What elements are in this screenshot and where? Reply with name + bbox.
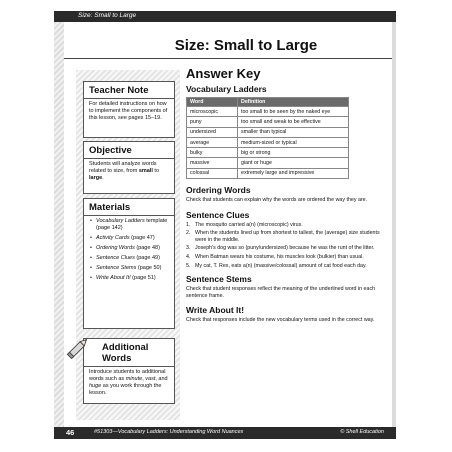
footer-bar <box>54 427 396 439</box>
additional-words-text: Introduce students to additional words such as minute, vast, and huge as you work through the lesson. <box>89 369 168 396</box>
objective-heading: Objective <box>84 142 174 159</box>
materials-heading: Materials <box>84 199 174 216</box>
objective-box <box>83 141 175 194</box>
list-item: 5. My cat, T. Rex, eats a(n) (massive/colossal) amount of cat food each day. <box>186 262 367 269</box>
materials-item: • Sentence Stems (page 50) <box>90 265 169 272</box>
list-item: 3. Joseph's dog was so (puny/undersized) because he was the runt of the litter. <box>186 245 375 252</box>
page-number: 46 <box>66 428 75 437</box>
additional-words-heading: Additional Words <box>84 339 174 367</box>
materials-item: • Write About It! (page 51) <box>90 275 169 282</box>
sentence-clues-heading: Sentence Clues <box>186 209 250 220</box>
pencil-icon <box>64 334 92 362</box>
column-header-word: Word <box>187 98 238 107</box>
teacher-note-box <box>83 81 175 138</box>
list-item: 4. When Batman wears his costume, his muscles look (bulkier) than usual. <box>186 254 364 261</box>
sentence-clues-list <box>186 222 386 270</box>
materials-list <box>84 216 174 287</box>
page-title: Size: Small to Large <box>174 37 318 54</box>
list-item: 2. When the students lined up from shortest to tallest, the (average) size students were in the middle. <box>186 230 380 243</box>
left-decorative-strip <box>54 22 64 427</box>
header-section-label: Size: Small to Large <box>78 12 137 19</box>
sentence-stems-text: Check that student responses reflect the meaning of the underlined word in each sentence frame. <box>186 286 376 299</box>
publisher: © Shell Education <box>340 429 384 435</box>
column-header-definition: Definition <box>238 98 349 107</box>
book-title: #51303—Vocabulary Ladders: Understanding Word Nuances <box>94 429 244 435</box>
objective-text: Students will analyze words related to size, from small to large. <box>89 161 160 181</box>
table-header-row <box>187 98 349 107</box>
materials-box <box>83 198 175 329</box>
materials-item: • Vocabulary Ladders template (page 142) <box>90 218 169 232</box>
materials-item: • Sentence Clues (page 49) <box>90 255 169 262</box>
answer-key-heading: Answer Key <box>186 66 261 81</box>
ordering-words-text: Check that students can explain why the words are ordered the way they are. <box>186 197 368 204</box>
materials-item: • Ordering Words (page 48) <box>90 245 169 252</box>
table-row: puny too small and weak to be effective <box>187 117 349 127</box>
teacher-note-text: For detailed instructions on how to implement the components of this lesson, see pages 15–19. <box>89 101 168 121</box>
title-divider <box>64 58 392 59</box>
write-about-it-text: Check that responses include the new vocabulary terms used in the correct way. <box>186 317 375 324</box>
table-row: massive giant or huge <box>187 158 349 168</box>
table-row: undersized smaller than typical <box>187 127 349 137</box>
header-bar <box>54 11 396 22</box>
vocabulary-ladders-heading: Vocabulary Ladders <box>186 84 267 94</box>
table-row: bulky big or strong <box>187 148 349 158</box>
teacher-note-heading: Teacher Note <box>84 82 174 99</box>
table-row: colossal extremely large and impressive <box>187 168 349 178</box>
materials-item: • Activity Cards (page 47) <box>90 235 169 242</box>
additional-words-box <box>83 338 175 404</box>
list-item: 1. The mosquito carried a(n) (microscopic) virus. <box>186 221 303 228</box>
main-content <box>186 66 386 324</box>
sentence-stems-heading: Sentence Stems <box>186 274 252 285</box>
table-row: average medium-sized or typical <box>187 137 349 147</box>
vocabulary-table <box>186 97 349 179</box>
table-row: microscopic too small to be seen by the naked eye <box>187 107 349 117</box>
right-decorative-strip <box>392 22 396 427</box>
write-about-it-heading: Write About It! <box>186 305 245 316</box>
ordering-words-heading: Ordering Words <box>186 185 251 196</box>
